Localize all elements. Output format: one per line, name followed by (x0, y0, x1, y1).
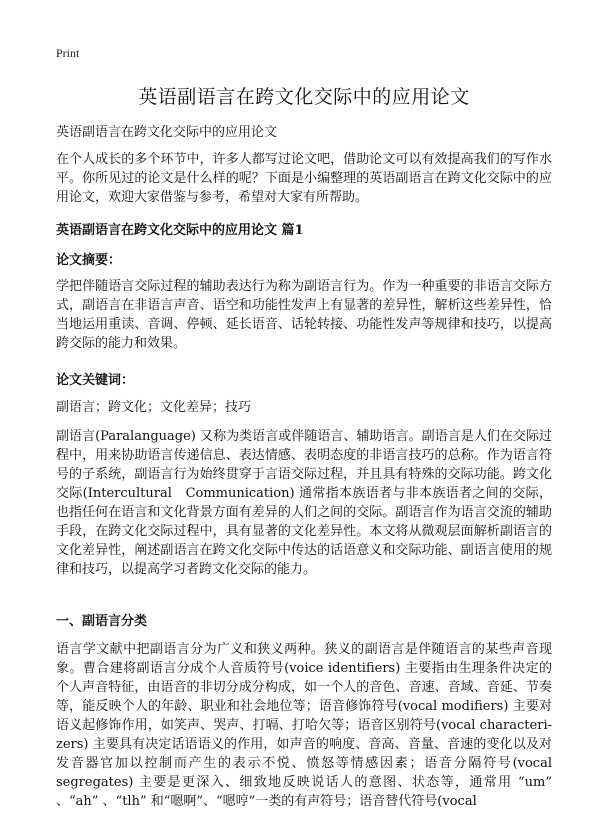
page-title: 英语副语言在跨文化交际中的应用论文 (138, 86, 470, 108)
abstract-paragraph: 学把伴随语言交际过程的辅助表达行为称为副语言行为。作为一种重要的非语言交际方式，副语言在非语言声音、语空和功能性发声上有显著的差异性，解析这些差异性，恰当地运用重读、音调、停顿、延长语音、话轮转接、功能性发声等规律和技巧，以提高跨交际的能力和效果。 (56, 279, 552, 351)
article-heading: 英语副语言在跨文化交际中的应用论文 篇1 (56, 223, 304, 238)
abstract-heading: 论文摘要： (56, 253, 122, 268)
keywords-paragraph: 副语言；跨文化；文化差异；技巧 (56, 400, 252, 415)
body-paragraph-2: 语言学文献中把副语言分为广义和狭义两种。狭义的副语言是伴随语言的某些声音现象。曹合建将副语言分成个人音质符号(voice identifiers) 主要指由生理条件决定的个人声音特征，由语音的非切分成分构成，如一个人的音色、音速、音域、音延、节奏等，能反映个人的年龄、职业和社会地位等；语音修饰符号(vocal modifiers) 主要对语义起修饰作用，如笑声、哭声、打嗝、打哈欠等；语音区别符号(vocal characteri-zers) 主要具有决定话语语义的作用，如声音的响度、音高、音量、音速的变化以及对发音器官加以控制而产生的表示不悦、愤怒等情感因素；语音分隔符号(vocal segregates) 主要是更深入、细致地反映说话人的意图、状态等，通常用 “um” 、“ah” 、“tlh” 和“嗯啊”、“嗯哼”一类的有声符号；语音替代符号(vocal (56, 642, 552, 809)
document-subtitle: 英语副语言在跨文化交际中的应用论文 (56, 125, 278, 140)
body-paragraph-1: 副语言(Paralanguage) 又称为类语言或伴随语言、辅助语言。副语言是人们在交际过程中，用来协助语言传递信息、表达情感、表明态度的非语言技巧的总称。作为语言符号的子系统，副语言行为始终贯穿于言语交际过程，并且具有特殊的交际功能。跨文化交际(Intercultural Communication) 通常指本族语者与非本族语者之间的交际，也指任何在语言和文化背景方面有差异的人们之间的交际。副语言作为语言交流的辅助手段，在跨文化交际过程中，具有显著的文化差异性。本文将从微观层面解析副语言的文化差异性，阐述副语言在跨文化交际中传达的话语意义和交际功能、副语言使用的规律和技巧，以提高学习者跨文化交际的能力。 (56, 429, 552, 577)
intro-paragraph: 在个人成长的多个环节中，许多人都写过论文吧，借助论文可以有效提高我们的写作水平。你所见过的论文是什么样的呢？下面是小编整理的英语副语言在跨文化交际中的应用论文，欢迎大家借鉴与参考，希望对大家有所帮助。 (56, 152, 552, 205)
section-heading: 一、副语言分类 (56, 614, 148, 629)
print-link[interactable]: Print (56, 46, 80, 60)
keywords-heading: 论文关键词： (56, 373, 135, 388)
